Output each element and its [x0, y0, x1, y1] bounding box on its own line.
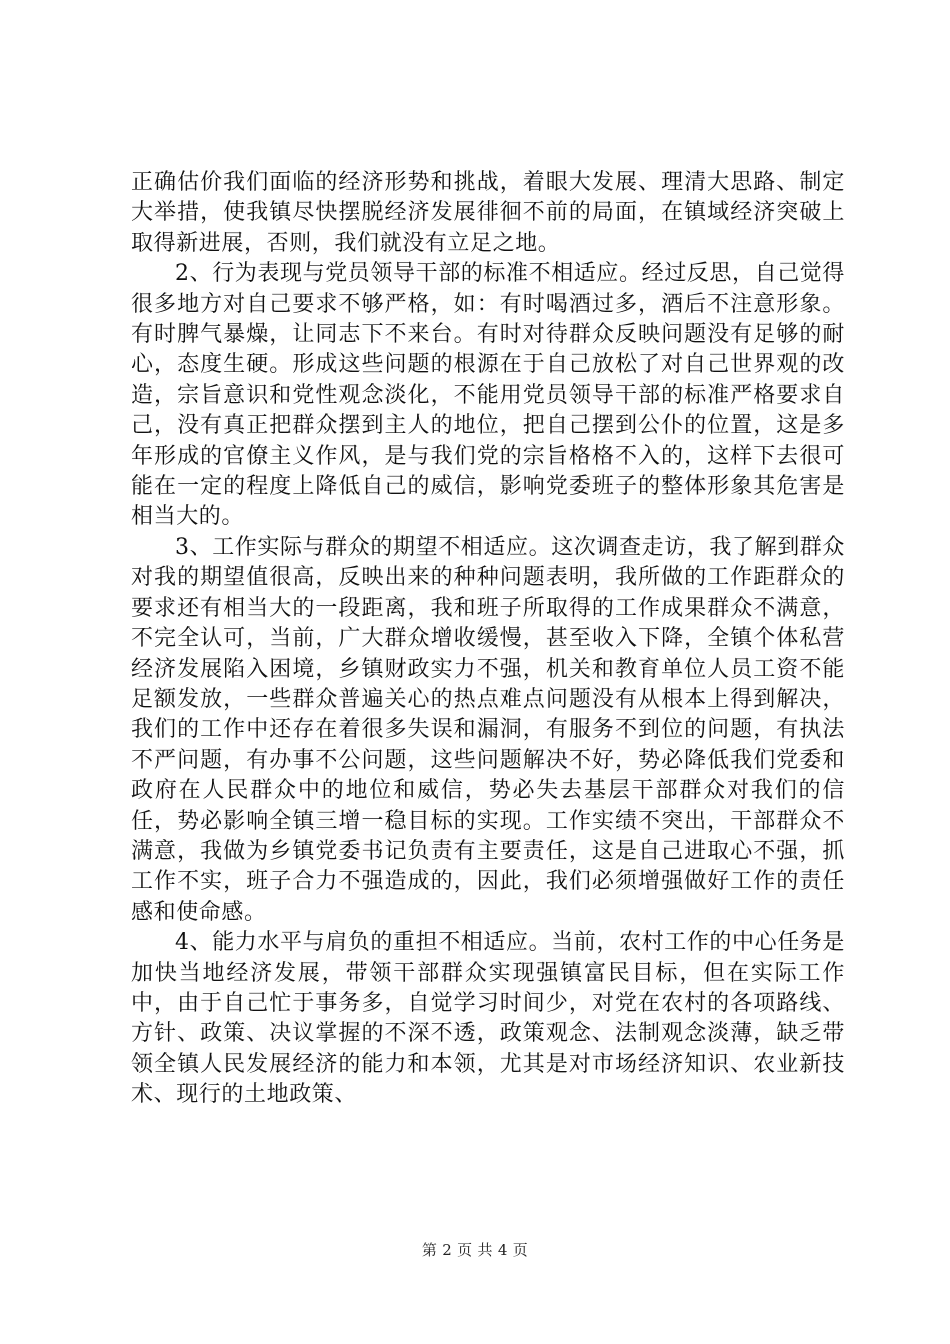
paragraph-item-4: 4、能力水平与肩负的重担不相适应。当前，农村工作的中心任务是加快当地经济发展，带领干部群众实现强镇富民目标，但在实际工作中，由于自己忙于事务多，自觉学习时间少，对党在农村的各项路线、方针、政策、决议掌握的不深不透，政策观念、法制观念淡薄，缺乏带领全镇人民发展经济的能力和本领，尤其是对市场经济知识、农业新技术、现行的土地政策、: [131, 930, 845, 1108]
paragraph-continuation: 正确估价我们面临的经济形势和挑战，着眼大发展、理清大思路、制定大举措，使我镇尽快摆脱经济发展徘徊不前的局面，在镇域经济突破上取得新进展，否则，我们就没有立足之地。: [131, 170, 845, 256]
document-body: [131, 168, 845, 1111]
paragraph-item-2: 2、行为表现与党员领导干部的标准不相适应。经过反思，自己觉得很多地方对自己要求不够严格，如：有时喝酒过多，酒后不注意形象。有时脾气暴燥，让同志下不来台。有时对待群众反映问题没有足够的耐心，态度生硬。形成这些问题的根源在于自己放松了对自己世界观的改造，宗旨意识和党性观念淡化，不能用党员领导干部的标准严格要求自己，没有真正把群众摆到主人的地位，把自己摆到公仆的位置，这是多年形成的官僚主义作风，是与我们党的宗旨格格不入的，这样下去很可能在一定的程度上降低自己的威信，影响党委班子的整体形象其危害是相当大的。: [131, 261, 845, 530]
page-number-footer: 第 2 页 共 4 页: [421, 1241, 529, 1259]
paragraph-item-3: 3、工作实际与群众的期望不相适应。这次调查走访，我了解到群众对我的期望值很高，反映出来的种种问题表明，我所做的工作距群众的要求还有相当大的一段距离，我和班子所取得的工作成果群众不满意，不完全认可，当前，广大群众增收缓慢，甚至收入下降，全镇个体私营经济发展陷入困境，乡镇财政实力不强，机关和教育单位人员工资不能足额发放，一些群众普遍关心的热点难点问题没有从根本上得到解决，我们的工作中还存在着很多失误和漏洞，有服务不到位的问题，有执法不严问题，有办事不公问题，这些问题解决不好，势必降低我们党委和政府在人民群众中的地位和威信，势必失去基层干部群众对我们的信任，势必影响全镇三增一稳目标的实现。工作实绩不突出，干部群众不满意，我做为乡镇党委书记负责有主要责任，这是自己进取心不强，抓工作不实，班子合力不强造成的，因此，我们必须增强做好工作的责任感和使命感。: [131, 534, 845, 925]
